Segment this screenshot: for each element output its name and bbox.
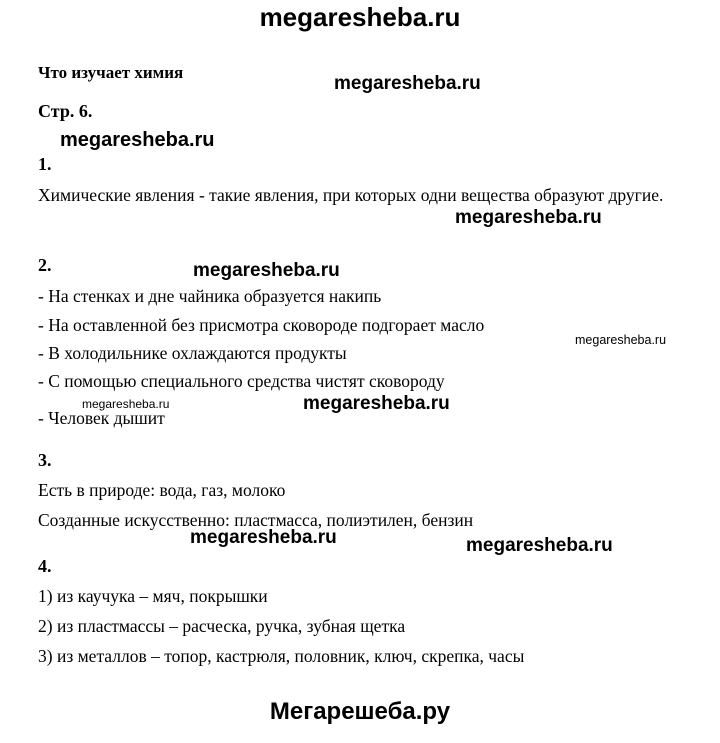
watermark-text: megaresheba.ru — [193, 260, 340, 281]
watermark-text: megaresheba.ru — [303, 393, 450, 414]
page-title: Что изучает химия — [38, 63, 184, 82]
watermark-text: megaresheba.ru — [334, 73, 481, 94]
section-number: 1. — [38, 154, 52, 174]
page-number-label: Стр. 6. — [38, 101, 93, 121]
answer-line: Созданные искусственно: пластмасса, полиэтилен, бензин — [38, 510, 474, 530]
watermark-text: megaresheba.ru — [60, 129, 215, 151]
section-number: 2. — [38, 255, 52, 275]
site-header-watermark: megaresheba.ru — [259, 2, 461, 32]
answer-line: - На оставленной без присмотра сковороде подгорает масло — [38, 315, 485, 335]
answer-line: 2) из пластмассы – расческа, ручка, зубная щетка — [38, 616, 406, 636]
answer-line: - С помощью специального средства чистят сковороду — [38, 371, 445, 391]
section-number: 4. — [38, 556, 52, 576]
watermark-text: megaresheba.ru — [82, 397, 170, 411]
answer-line: Есть в природе: вода, газ, молоко — [38, 480, 286, 500]
watermark-text: megaresheba.ru — [455, 207, 602, 228]
answer-line: - Человек дышит — [38, 408, 165, 428]
watermark-text: megaresheba.ru — [190, 527, 337, 548]
watermark-text: megaresheba.ru — [575, 333, 667, 347]
answer-line: 3) из металлов – топор, кастрюля, половник, ключ, скрепка, часы — [38, 646, 525, 666]
answer-line: Химические явления - такие явления, при которых одни вещества образуют другие. — [38, 185, 664, 205]
answer-line: 1) из каучука – мяч, покрышки — [38, 586, 268, 606]
answer-line: - В холодильнике охлаждаются продукты — [38, 343, 347, 363]
watermark-text: megaresheba.ru — [466, 535, 613, 556]
answer-line: - На стенках и дне чайника образуется накипь — [38, 286, 382, 306]
section-number: 3. — [38, 450, 52, 470]
site-footer-title: Мегарешеба.ру — [269, 698, 451, 725]
